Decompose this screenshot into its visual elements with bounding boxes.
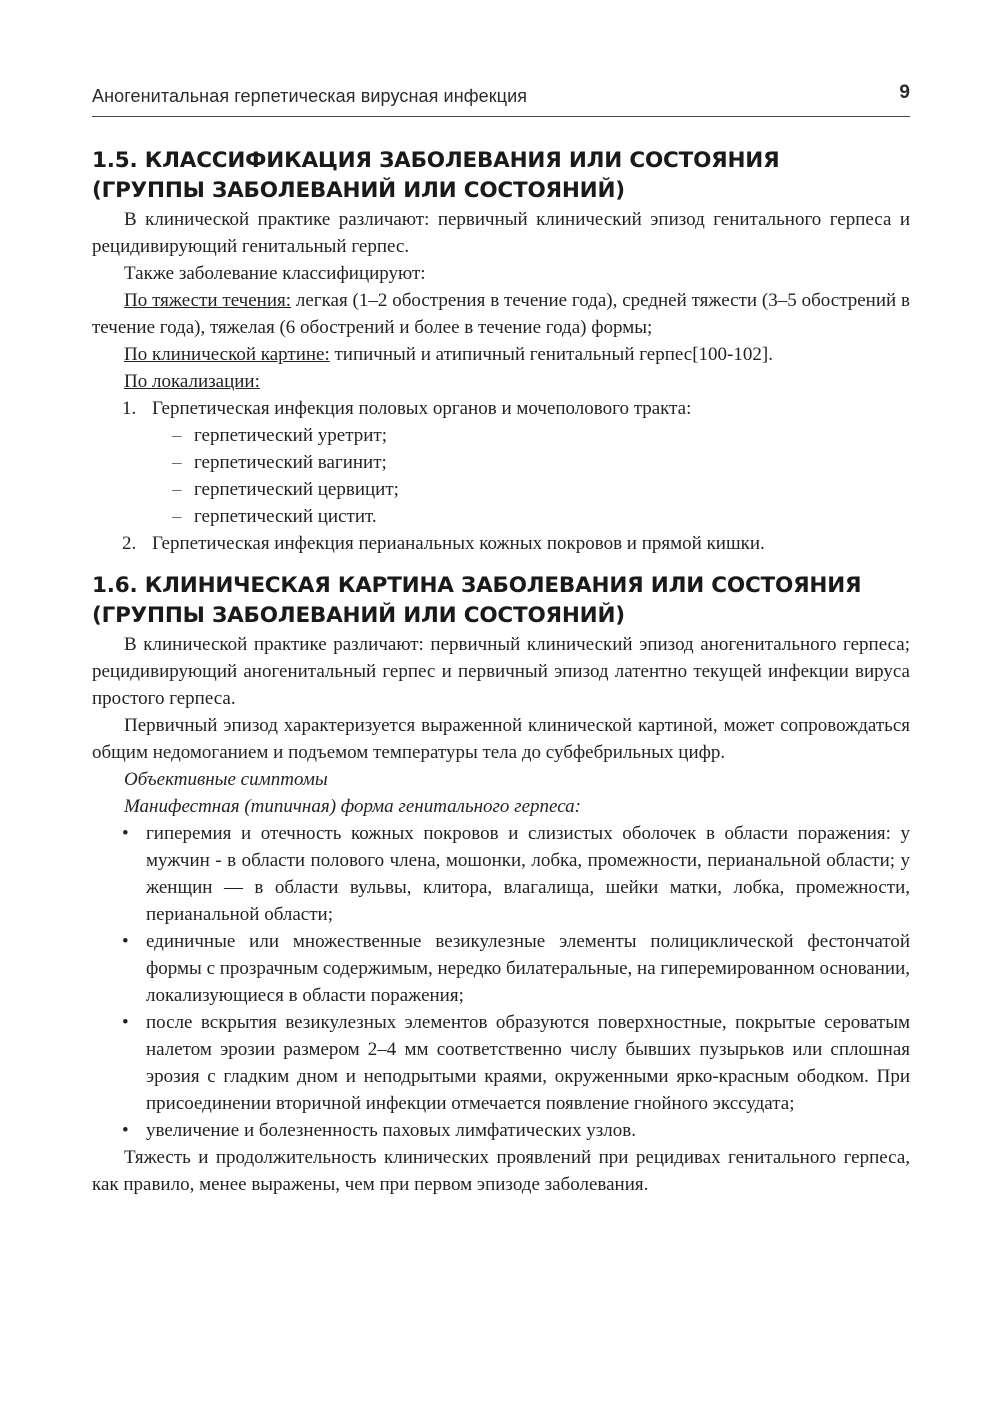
sub-list-text: герпетический уретрит; bbox=[194, 425, 387, 446]
localization-label: По локализации: bbox=[124, 371, 260, 392]
section-1-6-title-line1: 1.6. КЛИНИЧЕСКАЯ КАРТИНА ЗАБОЛЕВАНИЯ ИЛИ СОСТОЯНИЯ bbox=[92, 573, 862, 598]
paragraph: В клинической практике различают: первичный клинический эпизод генитального герпеса и рецидивирующий генитальный герпес. bbox=[92, 209, 910, 257]
bullet-marker: • bbox=[122, 1120, 129, 1141]
objective-symptoms-heading: Объективные симптомы bbox=[124, 769, 328, 790]
list-item bbox=[122, 1117, 910, 1144]
sub-list-text: герпетический цервицит; bbox=[194, 479, 399, 500]
bullet-marker: • bbox=[122, 823, 129, 844]
severity-label: По тяжести течения: bbox=[124, 290, 292, 311]
symptoms-list bbox=[92, 820, 910, 1144]
list-item bbox=[122, 530, 910, 557]
bullet-marker: • bbox=[122, 931, 129, 952]
clinical-label: По клинической картине: bbox=[124, 344, 330, 365]
sub-list bbox=[152, 422, 910, 530]
list-item bbox=[122, 1009, 910, 1117]
paragraph: В клинической практике различают: первичный клинический эпизод аногенитального герпеса; рецидивирующий аногенитальный герпес и первичный эпизод латентно текущей инфекции вируса простого герпеса. bbox=[92, 634, 910, 709]
list-item bbox=[122, 820, 910, 928]
dash-marker: – bbox=[172, 452, 182, 473]
sub-list-text: герпетический цистит. bbox=[194, 506, 377, 527]
sub-list-item bbox=[172, 503, 910, 530]
running-title: Аногенитальная герпетическая вирусная инфекция bbox=[92, 86, 528, 106]
list-number: 2. bbox=[122, 533, 137, 554]
running-header bbox=[92, 80, 910, 117]
clinical-text: типичный и атипичный генитальный герпес[100-102]. bbox=[329, 344, 773, 365]
localization-list bbox=[92, 395, 910, 557]
paragraph: Также заболевание классифицируют: bbox=[124, 263, 426, 284]
paragraph: Тяжесть и продолжительность клинических проявлений при рецидивах генитального герпеса, как правило, менее выражены, чем при первом эпизоде заболевания. bbox=[92, 1147, 910, 1195]
section-1-6-heading bbox=[92, 571, 910, 631]
section-1-5-heading bbox=[92, 146, 910, 206]
list-item bbox=[122, 928, 910, 1009]
section-1-6-title-line2: (ГРУППЫ ЗАБОЛЕВАНИЙ ИЛИ СОСТОЯНИЙ) bbox=[92, 603, 625, 628]
sub-list-item bbox=[172, 476, 910, 503]
page-number: 9 bbox=[899, 82, 910, 103]
dash-marker: – bbox=[172, 425, 182, 446]
list-item-text: единичные или множественные везикулезные элементы полициклической фестончатой формы с прозрачным содержимым, нередко билатеральные, на гиперемированном основании, локализующиеся в области поражения; bbox=[146, 931, 910, 1006]
sub-list-text: герпетический вагинит; bbox=[194, 452, 387, 473]
list-item-text: Герпетическая инфекция половых органов и мочеполового тракта: bbox=[152, 398, 692, 419]
sub-list-item bbox=[172, 449, 910, 476]
list-number: 1. bbox=[122, 398, 137, 419]
severity-paragraph bbox=[92, 287, 910, 341]
list-item-text: после вскрытия везикулезных элементов образуются поверхностные, покрытые сероватым налетом эрозии размером 2–4 мм соответственно числу бывших пузырьков или сплошная эрозия с гладким дном и неподрытыми краями, окруженными ярко-красным ободком. При присоединении вторичной инфекции отмечается появление гнойного экссудата; bbox=[146, 1012, 910, 1114]
severity-text: легкая (1–2 обострения в течение года), средней тяжести (3–5 обострений в течение года), тяжелая (6 обострений и более в течение года) формы; bbox=[92, 290, 910, 338]
list-item bbox=[122, 395, 910, 530]
manifest-form-heading: Манифестная (типичная) форма генитального герпеса: bbox=[124, 796, 581, 817]
list-item-text: Герпетическая инфекция перианальных кожных покровов и прямой кишки. bbox=[152, 533, 765, 554]
section-1-5-title-line2: (ГРУППЫ ЗАБОЛЕВАНИЙ ИЛИ СОСТОЯНИЙ) bbox=[92, 178, 625, 203]
list-item-text: увеличение и болезненность паховых лимфатических узлов. bbox=[146, 1120, 637, 1141]
dash-marker: – bbox=[172, 506, 182, 527]
dash-marker: – bbox=[172, 479, 182, 500]
bullet-marker: • bbox=[122, 1012, 129, 1033]
paragraph: Первичный эпизод характеризуется выраженной клинической картиной, может сопровождаться общим недомоганием и подъемом температуры тела до субфебрильных цифр. bbox=[92, 715, 910, 763]
section-1-5-title-line1: 1.5. КЛАССИФИКАЦИЯ ЗАБОЛЕВАНИЯ ИЛИ СОСТОЯНИЯ bbox=[92, 148, 780, 173]
list-item-text: гиперемия и отечность кожных покровов и слизистых оболочек в области поражения: у мужчин - в области полового члена, мошонки, лобка, промежности, перианальной области; у женщин — в области вульвы, клитора, влагалища, шейки матки, лобка, промежности, перианальной области; bbox=[146, 823, 910, 925]
page-content bbox=[92, 146, 910, 1198]
localization-paragraph bbox=[92, 368, 910, 395]
sub-list-item bbox=[172, 422, 910, 449]
clinical-paragraph bbox=[92, 341, 910, 368]
